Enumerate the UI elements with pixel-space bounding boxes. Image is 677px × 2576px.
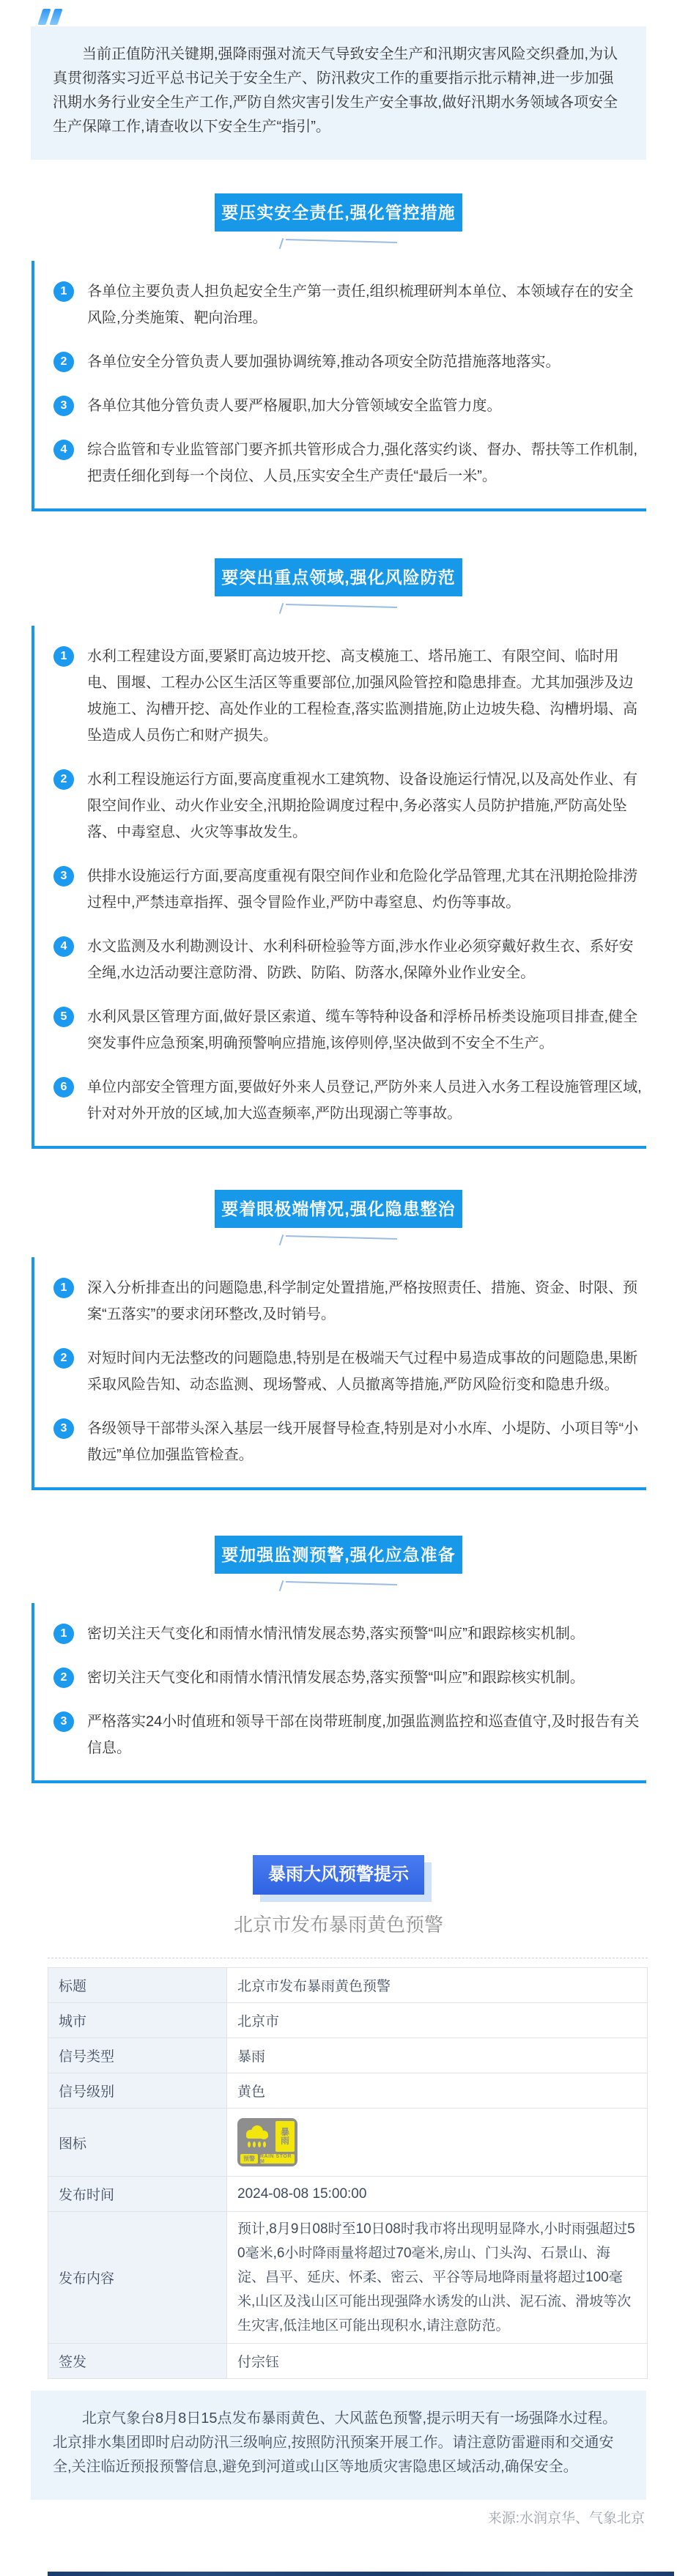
- list-item: [34, 1709, 646, 1761]
- item-number-badge: 3: [53, 396, 74, 416]
- row-value: 暴雨: [227, 2038, 648, 2073]
- summary-box: [31, 2391, 646, 2500]
- intro-box: [31, 26, 646, 160]
- underline-line: [286, 1235, 397, 1240]
- list-item: [34, 1415, 646, 1468]
- monitoring-warning-list: [32, 1603, 646, 1783]
- item-number-badge: 2: [53, 1348, 74, 1369]
- item-number-badge: 5: [53, 1007, 74, 1027]
- warning-badge: [253, 1855, 424, 1895]
- item-number-badge: 1: [53, 281, 74, 302]
- row-value: 北京市: [227, 2003, 648, 2038]
- rainstorm-warning-icon: [237, 2118, 297, 2166]
- row-label: 签发: [48, 2344, 227, 2379]
- tick-mark: [279, 1235, 284, 1246]
- item-text: 供排水设施运行方面,要高度重视有限空间作业和危险化学品管理,尤其在汛期抢险排涝过程中,严禁违章指挥、强令冒险作业,严防中毒窒息、灼伤等事故。: [87, 868, 638, 911]
- rain-cloud-icon: [240, 2121, 273, 2152]
- underline-line: [286, 239, 397, 243]
- list-item: [34, 1004, 646, 1056]
- row-value: 2024-08-08 15:00:00: [227, 2177, 648, 2212]
- item-text: 各单位其他分管负责人要严格履职,加大分管领域安全监管力度。: [87, 398, 502, 414]
- underline-decoration: [276, 236, 401, 252]
- list-item: [34, 766, 646, 845]
- item-text: 对短时间内无法整改的问题隐患,特别是在极端天气过程中易造成事故的问题隐患,果断采取风险告知、动态监测、现场警戒、人员撤离等措施,严防风险衍变和隐患升级。: [87, 1350, 638, 1393]
- item-number-badge: 1: [53, 1278, 74, 1298]
- list-item: [34, 1621, 646, 1647]
- hazard-remediation-list: [32, 1257, 646, 1490]
- intro-paragraph: 当前正值防汛关键期,强降雨强对流天气导致安全生产和汛期灾害风险交织叠加,为认真贯彻落实习近平总书记关于安全生产、防汛救灾工作的重要指示批示精神,进一步加强汛期水务行业安全生产工作,严防自然灾害引发生产安全事故,做好汛期水务领域各项安全生产保障工作,请查收以下安全生产“指引”。: [53, 46, 618, 135]
- list-item: [34, 1665, 646, 1691]
- table-row: [48, 2038, 648, 2073]
- warning-info-table: [48, 1967, 648, 2379]
- underline-decoration: [276, 601, 401, 617]
- item-number-badge: 6: [53, 1077, 74, 1098]
- row-label: 信号级别: [48, 2073, 227, 2109]
- icon-type-char: 雨: [280, 2136, 289, 2146]
- quote-icon: [40, 9, 677, 26]
- item-number-badge: 4: [53, 936, 74, 957]
- icon-bottom-row: [240, 2154, 295, 2164]
- row-label: 标题: [48, 1968, 227, 2003]
- table-row: [48, 2212, 648, 2344]
- row-label: 发布时间: [48, 2177, 227, 2212]
- source-credit: 来源:水润京华、气象北京: [487, 2511, 645, 2526]
- list-item: [34, 437, 646, 489]
- badge-label: 暴雨大风预警提示: [253, 1855, 424, 1895]
- item-text: 水利工程设施运行方面,要高度重视水工建筑物、设备设施运行情况,以及高处作业、有限空间作业、动火作业安全,汛期抢险调度过程中,务必落实人员防护措施,严防高处坠落、中毒窒息、火灾等事故发生。: [87, 771, 638, 840]
- item-number-badge: 1: [53, 646, 74, 667]
- item-number-badge: 4: [53, 440, 74, 460]
- item-text: 密切关注天气变化和雨情水情汛情发展态势,落实预警“叫应”和跟踪核实机制。: [87, 1626, 585, 1642]
- list-item: [34, 278, 646, 331]
- underline-line: [286, 1581, 397, 1585]
- row-value: 付宗钰: [227, 2344, 648, 2379]
- icon-tag-label: 预警: [240, 2154, 258, 2164]
- section-header-monitoring-warning: 要加强监测预警,强化应急准备: [215, 1536, 462, 1574]
- item-text: 水利工程建设方面,要紧盯高边坡开挖、高支模施工、塔吊施工、有限空间、临时用电、围堰、工程办公区生活区等重要部位,加强风险管控和隐患排查。尤其加强涉及边坡施工、沟槽开挖、高处作业的工程检查,落实监测措施,防止边坡失稳、沟槽坍塌、高坠造成人员伤亡和财产损失。: [87, 648, 638, 744]
- row-label: 城市: [48, 2003, 227, 2038]
- item-number-badge: 3: [53, 866, 74, 887]
- row-label: 信号类型: [48, 2038, 227, 2073]
- responsibility-list: [32, 261, 646, 511]
- item-text: 水利风景区管理方面,做好景区索道、缆车等特种设备和浮桥吊桥类设施项目排查,健全突发事件应急预案,明确预警响应措施,该停则停,坚决做到不安全不生产。: [87, 1009, 638, 1051]
- table-row: [48, 2003, 648, 2038]
- item-text: 水文监测及水利勘测设计、水利科研检验等方面,涉水作业必须穿戴好救生衣、系好安全绳,水边活动要注意防滑、防跌、防陷、防落水,保障外业作业安全。: [87, 939, 634, 981]
- table-row: [48, 1968, 648, 2003]
- table-row: [48, 2109, 648, 2177]
- row-value: 预计,8月9日08时至10日08时我市将出现明显降水,小时雨强超过50毫米,6小时降雨量将超过70毫米,房山、门头沟、石景山、海淀、昌平、延庆、怀柔、密云、平谷等局地降雨量将超过100毫米,山区及浅山区可能出现强降水诱发的山洪、泥石流、滑坡等次生灾害,低洼地区可能出现积水,请注意防范。: [227, 2212, 648, 2344]
- item-number-badge: 3: [53, 1418, 74, 1439]
- row-value: 北京市发布暴雨黄色预警: [227, 1968, 648, 2003]
- table-row: [48, 2073, 648, 2109]
- item-number-badge: 2: [53, 352, 74, 372]
- section-header-responsibility: 要压实安全责任,强化管控措施: [215, 193, 462, 232]
- item-number-badge: 2: [53, 769, 74, 790]
- icon-type-char: 暴: [280, 2127, 289, 2137]
- list-item: [34, 1074, 646, 1127]
- list-item: [34, 393, 646, 419]
- icon-type-label: [275, 2121, 295, 2152]
- list-item: [34, 643, 646, 749]
- list-item: [34, 349, 646, 375]
- icon-top-row: [240, 2121, 295, 2152]
- key-areas-list: [32, 626, 646, 1149]
- list-item: [34, 863, 646, 916]
- item-text: 密切关注天气变化和雨情水情汛情发展态势,落实预警“叫应”和跟踪核实机制。: [87, 1670, 585, 1686]
- summary-paragraph: 北京气象台8月8日15点发布暴雨黄色、大风蓝色预警,提示明天有一场强降水过程。北京排水集团即时启动防汛三级响应,按照防汛预案开展工作。请注意防雷避雨和交通安全,关注临近预报预警信息,避免到河道或山区等地质灾害隐患区域活动,确保安全。: [53, 2410, 618, 2475]
- item-number-badge: 3: [53, 1711, 74, 1732]
- tick-mark: [279, 1580, 284, 1591]
- icon-tag-english: RAIN STORM: [260, 2154, 295, 2164]
- row-label: 图标: [48, 2109, 227, 2177]
- underline-decoration: [276, 1232, 401, 1248]
- section-header-key-areas: 要突出重点领域,强化风险防范: [215, 558, 462, 596]
- article-page: [0, 9, 677, 2576]
- row-value: [227, 2109, 648, 2177]
- item-text: 各单位安全分管负责人要加强协调统筹,推动各项安全防范措施落地落实。: [87, 354, 561, 370]
- list-item: [34, 933, 646, 986]
- item-text: 单位内部安全管理方面,要做好外来人员登记,严防外来人员进入水务工程设施管理区域,针对对外开放的区域,加大巡查频率,严防出现溺亡等事故。: [87, 1079, 642, 1122]
- row-label: 发布内容: [48, 2212, 227, 2344]
- item-number-badge: 2: [53, 1668, 74, 1688]
- table-row: [48, 2177, 648, 2212]
- list-item: [34, 1345, 646, 1398]
- footer-bar-decoration: [48, 2572, 674, 2576]
- tick-mark: [279, 603, 284, 614]
- underline-decoration: [276, 1578, 401, 1594]
- item-text: 深入分析排查出的问题隐患,科学制定处置措施,严格按照责任、措施、资金、时限、预案“五落实”的要求闭环整改,及时销号。: [87, 1280, 638, 1322]
- tick-mark: [279, 238, 284, 249]
- item-text: 严格落实24小时值班和领导干部在岗带班制度,加强监测监控和巡查值守,及时报告有关信息。: [87, 1714, 640, 1756]
- section-header-hazard-remediation: 要着眼极端情况,强化隐患整治: [215, 1190, 462, 1228]
- table-row: [48, 2344, 648, 2379]
- underline-line: [286, 604, 397, 608]
- list-item: [34, 1275, 646, 1328]
- item-text: 各单位主要负责人担负起安全生产第一责任,组织梳理研判本单位、本领域存在的安全风险,分类施策、靶向治理。: [87, 284, 634, 326]
- item-text: 综合监管和专业监管部门要齐抓共管形成合力,强化落实约谈、督办、帮扶等工作机制,把责任细化到每一个岗位、人员,压实安全生产责任“最后一米”。: [87, 442, 638, 484]
- row-value: 黄色: [227, 2073, 648, 2109]
- item-number-badge: 1: [53, 1624, 74, 1644]
- item-text: 各级领导干部带头深入基层一线开展督导检查,特别是对小水库、小堤防、小项目等“小散远”单位加强监管检查。: [87, 1421, 639, 1463]
- warning-title: 北京市发布暴雨黄色预警: [233, 1914, 443, 1936]
